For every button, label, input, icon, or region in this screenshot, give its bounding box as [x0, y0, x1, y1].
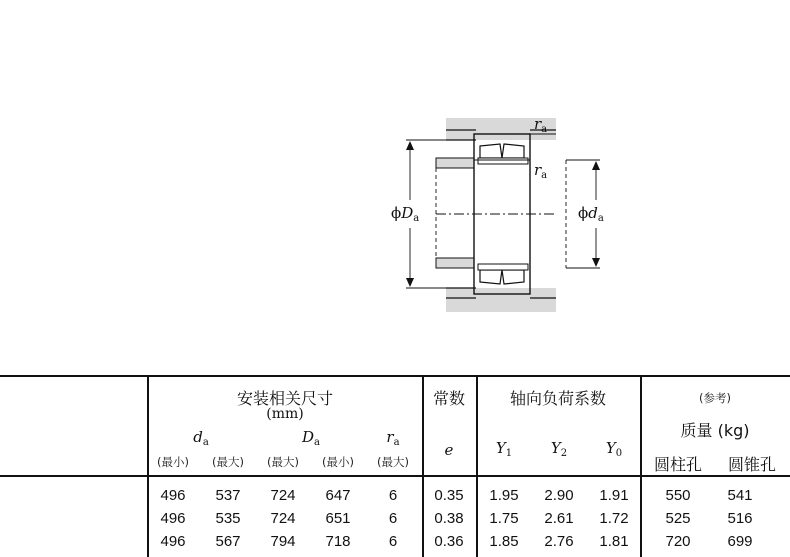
header-mass-note: (参考) [699, 391, 731, 405]
table-cell-Y2: 2.61 [544, 510, 574, 527]
table-cell-da-min: 496 [160, 510, 186, 527]
table-cell-Y2: 2.90 [544, 487, 574, 504]
table-cell-Da-min: 647 [325, 487, 351, 504]
table-cell-Y1: 1.75 [489, 510, 519, 527]
header-mass: 质量 (kg) [680, 421, 750, 440]
diagram-label-Da: $\phi D_a$ [391, 204, 420, 224]
table-cell-ra-max: 6 [388, 510, 398, 527]
table-cell-e: 0.35 [434, 487, 464, 504]
table-cell-mass-cylindrical: 550 [665, 487, 691, 504]
header-col-ra: $r_a$ [386, 428, 400, 448]
table-cell-mass-tapered: 541 [727, 487, 753, 504]
header-mounting-dimensions: 安装相关尺寸 [236, 389, 334, 408]
header-col-da: $d_a$ [193, 428, 209, 448]
table-cell-Da-max: 724 [270, 510, 296, 527]
header-col-Y0: $Y_0$ [605, 439, 623, 459]
table-cell-Da-max: 724 [270, 487, 296, 504]
table-cell-da-max: 567 [215, 533, 241, 550]
table-cell-da-max: 535 [215, 510, 241, 527]
table-cell-da-min: 496 [160, 487, 186, 504]
table-cell-Da-max: 794 [270, 533, 296, 550]
header-col-Da: $D_a$ [302, 428, 320, 448]
table-cell-Y0: 1.81 [599, 533, 629, 550]
header-col-Y1: $Y_1$ [495, 439, 513, 459]
diagram-label-da: $\phi d_a$ [578, 204, 604, 224]
table-cell-Y2: 2.76 [544, 533, 574, 550]
subheader-tapered-bore: 圆锥孔 [727, 455, 777, 474]
header-bottom-rule [0, 475, 790, 477]
subheader-Da-min: (最小) [322, 455, 354, 469]
table-cell-mass-cylindrical: 525 [665, 510, 691, 527]
table-cell-Y0: 1.72 [599, 510, 629, 527]
header-axial-load-factors: 轴向负荷系数 [509, 389, 607, 408]
table-cell-e: 0.36 [434, 533, 464, 550]
table-cell-Y1: 1.85 [489, 533, 519, 550]
subheader-Da-max: (最大) [267, 455, 299, 469]
table-cell-Da-min: 718 [325, 533, 351, 550]
table-cell-e: 0.38 [434, 510, 464, 527]
header-constant: 常数 [432, 389, 466, 408]
col-divider-3 [476, 375, 478, 557]
table-cell-ra-max: 6 [388, 533, 398, 550]
table-cell-Da-min: 651 [325, 510, 351, 527]
header-col-Y2: $Y_2$ [550, 439, 568, 459]
table-cell-da-max: 537 [215, 487, 241, 504]
table-top-rule [0, 375, 790, 377]
header-mounting-unit: (mm) [266, 406, 304, 422]
table-cell-mass-tapered: 516 [727, 510, 753, 527]
subheader-cylindrical-bore: 圆柱孔 [653, 455, 703, 474]
diagram-label-ra-mid: $r_a$ [534, 161, 548, 181]
subheader-da-max: (最大) [212, 455, 244, 469]
table-cell-Y1: 1.95 [489, 487, 519, 504]
header-col-e: e [444, 441, 454, 459]
col-divider-2 [422, 375, 424, 557]
subheader-da-min: (最小) [157, 455, 189, 469]
col-divider-1 [147, 375, 149, 557]
diagram-label-ra-top: $r_a$ [534, 115, 548, 135]
subheader-ra-max: (最大) [377, 455, 409, 469]
table-cell-da-min: 496 [160, 533, 186, 550]
table-cell-mass-cylindrical: 720 [665, 533, 691, 550]
table-cell-ra-max: 6 [388, 487, 398, 504]
table-cell-mass-tapered: 699 [727, 533, 753, 550]
table-cell-Y0: 1.91 [599, 487, 629, 504]
col-divider-4 [640, 375, 642, 557]
